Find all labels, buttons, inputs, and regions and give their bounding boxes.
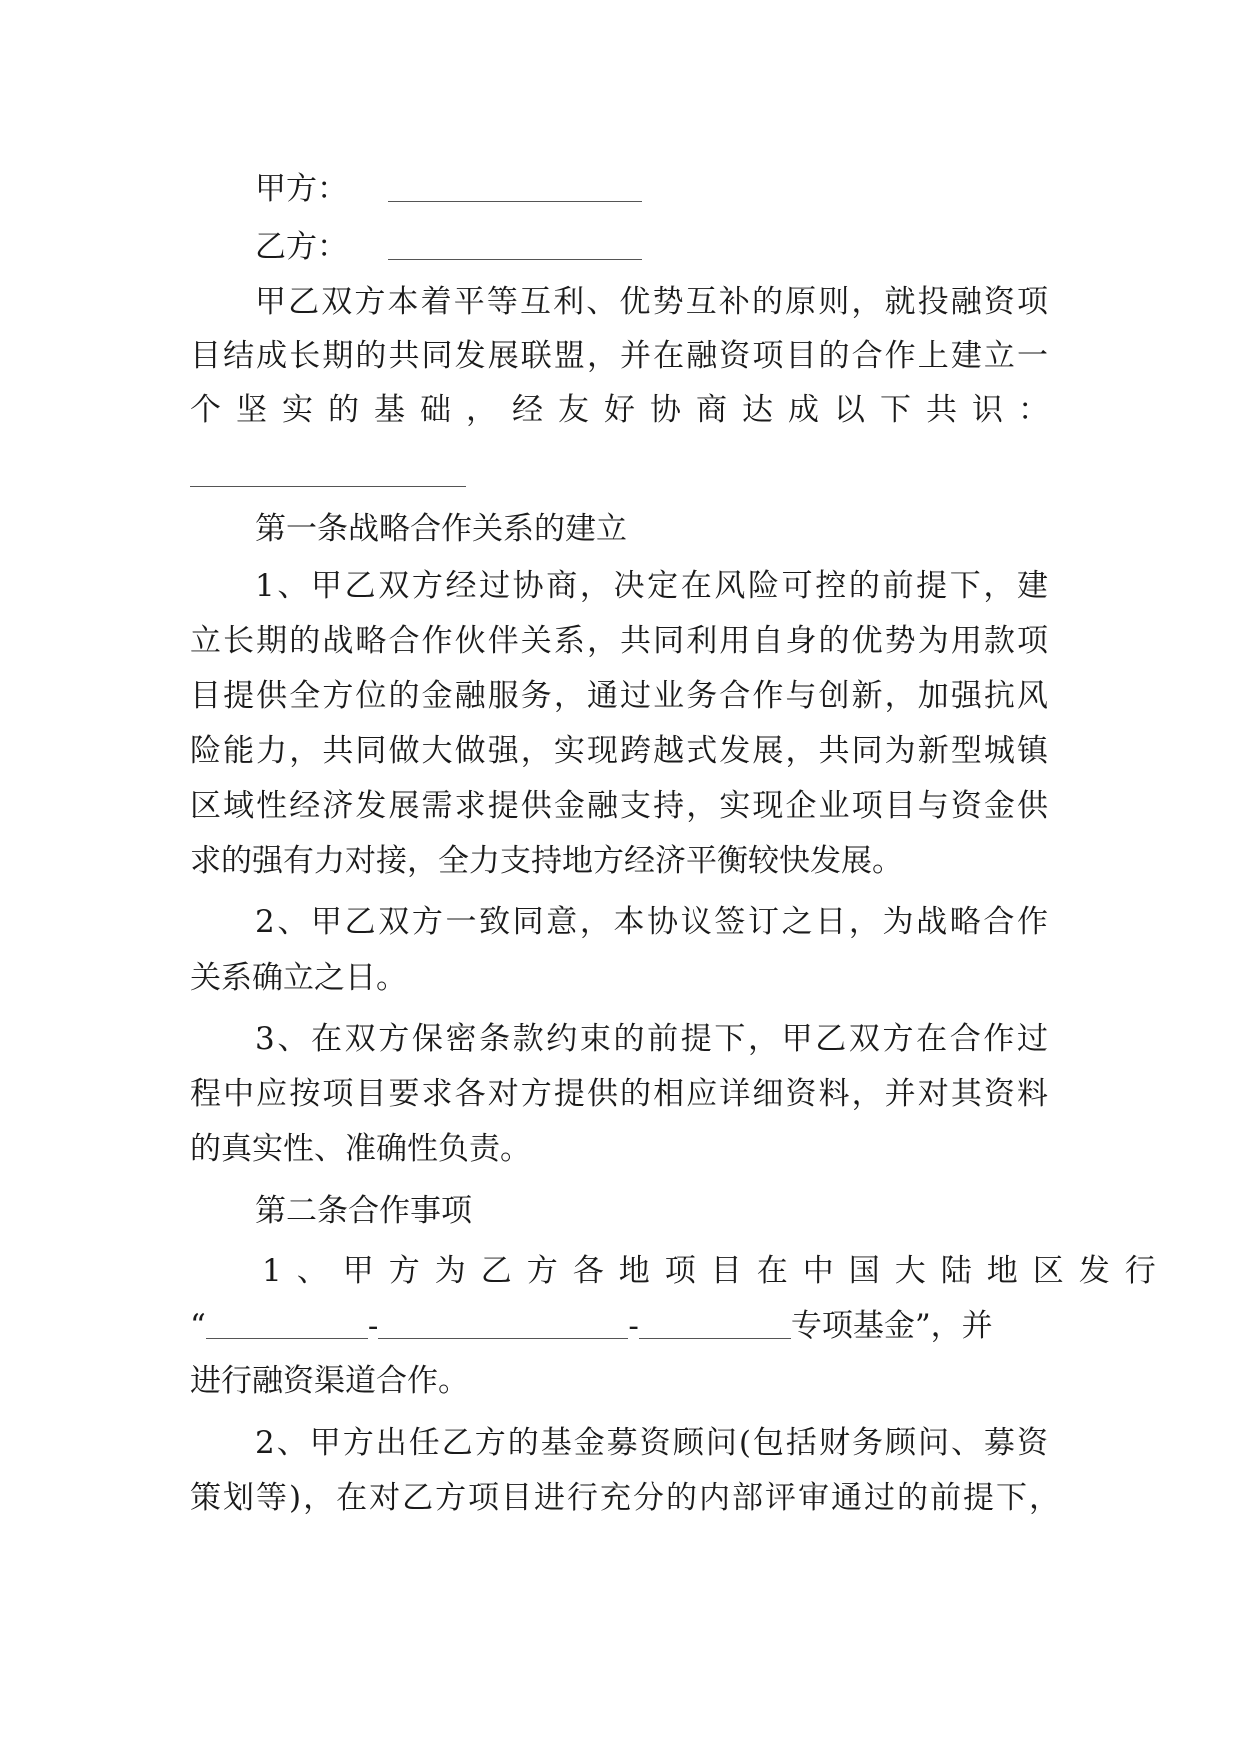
article1-p2-line-1: 2、甲乙双方一致同意，本协议签订之日，为战略合作 xyxy=(255,904,1048,940)
article2-p1-line-2 xyxy=(190,1297,1048,1355)
party-b-label: 乙方： xyxy=(255,229,348,265)
fund-name-blank-1[interactable] xyxy=(206,1308,368,1339)
article1-p1-line-6: 求的强有力对接，全力支持地方经济平衡较快发展。 xyxy=(190,843,903,879)
fund-suffix: 专项基金”，并 xyxy=(790,1308,993,1344)
article1-p1-line-2: 立长期的战略合作伙伴关系，共同利用自身的优势为用款项 xyxy=(190,623,1048,659)
article1-p3-line-2: 程中应按项目要求各对方提供的相应详细资料，并对其资料 xyxy=(190,1076,1048,1112)
article1-p1-line-1: 1、甲乙双方经过协商，决定在风险可控的前提下，建 xyxy=(255,568,1048,604)
fund-name-blank-2[interactable] xyxy=(378,1308,628,1339)
party-b-blank[interactable] xyxy=(388,229,642,260)
article1-p3-line-1: 3、在双方保密条款约束的前提下，甲乙双方在合作过 xyxy=(255,1021,1048,1057)
intro-line-1: 甲乙双方本着平等互利、优势互补的原则，就投融资项 xyxy=(255,284,1048,320)
fund-name-blank-3[interactable] xyxy=(639,1308,791,1339)
article2-p2-line-2: 策划等)，在对乙方项目进行充分的内部评审通过的前提下， xyxy=(190,1480,1060,1516)
dash-2: - xyxy=(628,1308,639,1344)
article1-p1-line-5: 区域性经济发展需求提供金融支持，实现企业项目与资金供 xyxy=(190,788,1048,824)
article1-p1-line-4: 险能力，共同做大做强，实现跨越式发展，共同为新型城镇 xyxy=(190,733,1048,769)
intro-line-2: 目结成长期的共同发展联盟，并在融资项目的合作上建立一 xyxy=(190,338,1048,374)
dash-1: - xyxy=(367,1308,379,1344)
party-a-label: 甲方： xyxy=(255,171,348,207)
article2-p2-line-1: 2、甲方出任乙方的基金募资顾问(包括财务顾问、募资 xyxy=(255,1425,1048,1461)
open-quote: “ xyxy=(190,1308,206,1344)
article2-p1-line-1: 1、甲方为乙方各地项目在中国大陆地区发行 xyxy=(262,1253,1171,1289)
article1-p2-line-2: 关系确立之日。 xyxy=(190,960,407,996)
article1-p3-line-3: 的真实性、准确性负责。 xyxy=(190,1131,531,1167)
article2-heading: 第二条合作事项 xyxy=(255,1193,472,1229)
article1-p1-line-3: 目提供全方位的金融服务，通过业务合作与创新，加强抗风 xyxy=(190,678,1048,714)
article1-heading: 第一条战略合作关系的建立 xyxy=(255,511,627,547)
article2-p1-line-3: 进行融资渠道合作。 xyxy=(190,1363,469,1399)
intro-line-3: 个坚实的基础，经友好协商达成以下共识： xyxy=(190,392,1064,428)
party-b-line xyxy=(255,218,1048,276)
consensus-blank-line[interactable] xyxy=(190,486,466,487)
party-a-blank[interactable] xyxy=(388,171,642,202)
party-a-line xyxy=(255,160,1048,218)
